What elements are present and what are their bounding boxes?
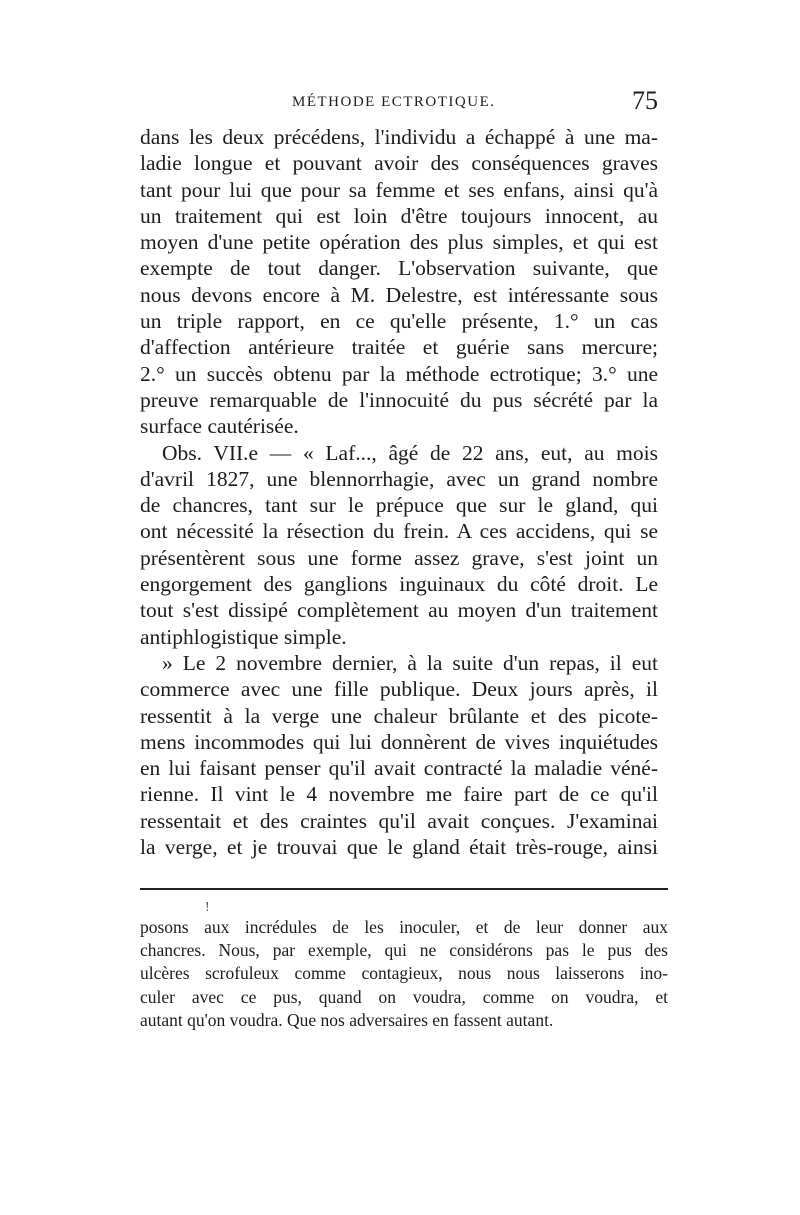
observation-heading-line: Obs. VII.e — « Laf..., âgé de 22 ans, eut, au mois — [162, 440, 658, 465]
body-line: » Le 2 novembre dernier, à la suite d'un repas, il eut — [162, 650, 658, 675]
body-line: 2.° un succès obtenu par la méthode ectrotique; 3.° une — [140, 361, 658, 386]
body-line: la verge, et je trouvai que le gland était très-rouge, ainsi — [140, 835, 658, 860]
body-line: un traitement qui est loin d'être toujours innocent, au — [140, 203, 658, 228]
running-title: MÉTHODE ECTROTIQUE. — [292, 94, 496, 110]
body-line: ladie longue et pouvant avoir des conséquences graves — [140, 151, 658, 176]
body-line: d'affection antérieure traitée et guérie sans mercure; — [140, 335, 658, 360]
page-number: 75 — [632, 86, 658, 115]
body-line: mens incommodes qui lui donnèrent de vives inquiétudes — [140, 729, 658, 754]
body-text — [140, 124, 658, 860]
body-line: présentèrent sous une forme assez grave, s'est joint un — [140, 545, 658, 570]
footnote — [140, 916, 668, 1032]
body-line: ont nécessité la résection du frein. A ces accidens, qui se — [140, 519, 658, 544]
footnote-line: posons aux incrédules de les inoculer, et de leur donner aux — [140, 917, 668, 937]
body-line: engorgement des ganglions inguinaux du côté droit. Le — [140, 572, 658, 597]
body-line: d'avril 1827, une blennorrhagie, avec un grand nombre — [140, 466, 658, 491]
body-line: dans les deux précédens, l'individu a échappé à une ma- — [140, 125, 658, 149]
body-line: en lui faisant penser qu'il avait contracté la maladie véné- — [140, 756, 658, 781]
footnote-line: culer avec ce pus, quand on voudra, comme on voudra, et — [140, 986, 668, 1007]
body-line: antiphlogistique simple. — [140, 624, 347, 649]
body-line: de chancres, tant sur le prépuce que sur le gland, qui — [140, 493, 658, 518]
body-line: moyen d'une petite opération des plus simples, et qui est — [140, 230, 658, 255]
footnote-line: autant qu'on voudra. Que nos adversaires en fassent autant. — [140, 1009, 554, 1030]
body-line: nous devons encore à M. Delestre, est intéressante sous — [140, 282, 658, 307]
body-line: tout s'est dissipé complètement au moyen d'un traitement — [140, 598, 658, 623]
body-line: tant pour lui que pour sa femme et ses enfans, ainsi qu'à — [140, 177, 658, 202]
footnote-line: chancres. Nous, par exemple, qui ne considérons pas le pus des — [140, 940, 668, 961]
body-line: preuve remarquable de l'innocuité du pus sécrété par la — [140, 387, 658, 412]
body-line: commerce avec une fille publique. Deux jours après, il — [140, 677, 658, 702]
body-line: ressentit à la verge une chaleur brûlante et des picote- — [140, 703, 658, 728]
body-line: ressentait et des craintes qu'il avait conçues. J'examinai — [140, 808, 658, 833]
body-line: un triple rapport, en ce qu'elle présente, 1.° un cas — [140, 309, 658, 334]
body-line: exempte de tout danger. L'observation suivante, que — [140, 256, 658, 281]
body-line: surface cautérisée. — [140, 414, 299, 439]
footnote-mark: ! — [205, 900, 210, 915]
footnote-rule — [140, 888, 668, 890]
body-line: rienne. Il vint le 4 novembre me faire part de ce qu'il — [140, 782, 658, 807]
footnote-line: ulcères scrofuleux comme contagieux, nous nous laisserons ino- — [140, 963, 668, 984]
running-header — [140, 86, 660, 120]
